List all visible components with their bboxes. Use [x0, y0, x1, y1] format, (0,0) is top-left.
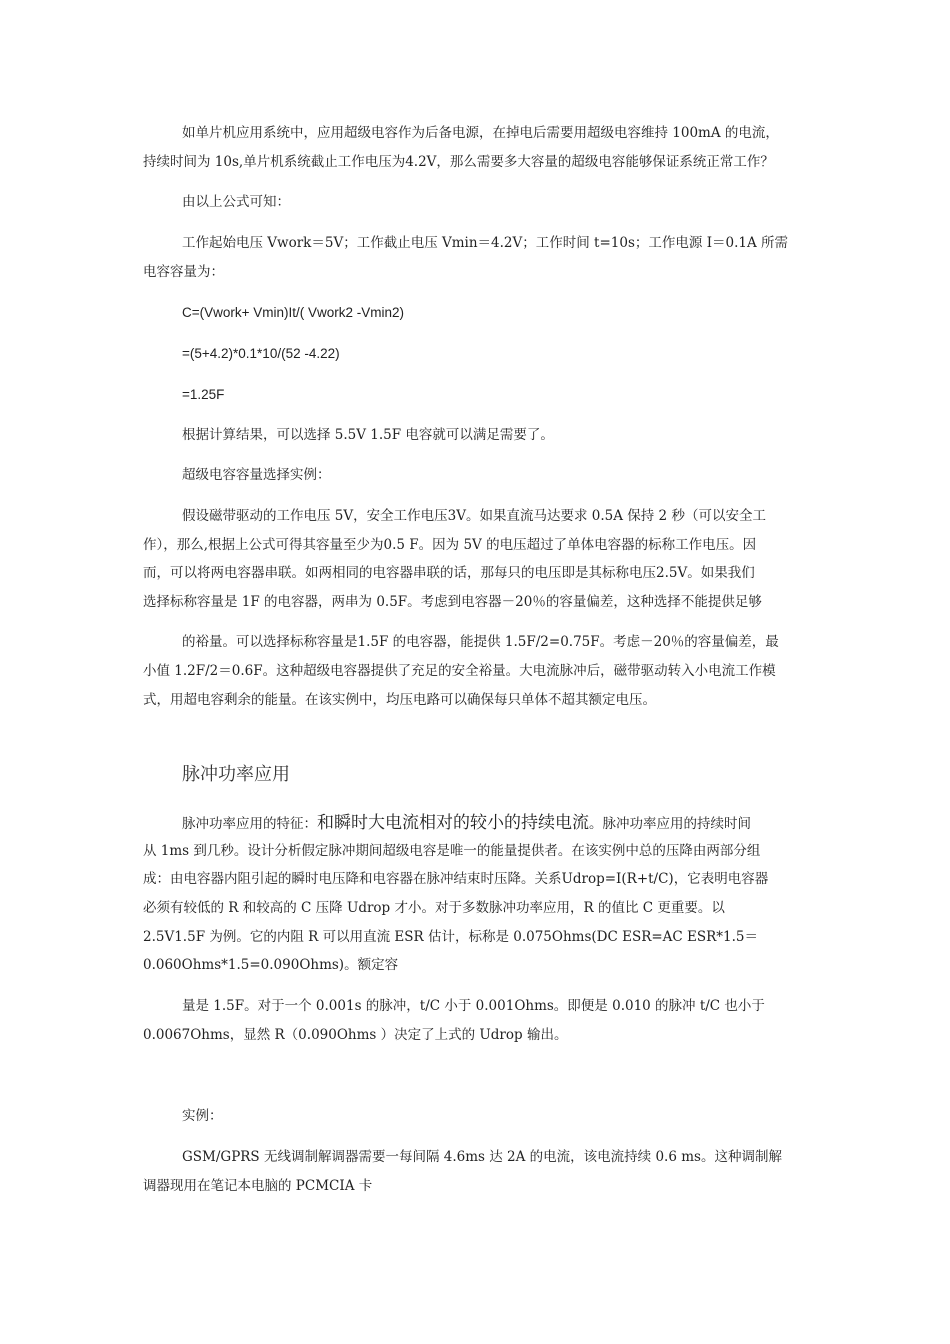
para8-line5: 2.5V1.5F 为例。它的内阻 R 可以用直流 ESR 估计，标称是 0.075Ohms(DC ESR=AC ESR*1.5＝	[143, 929, 759, 945]
para7-line3: 式，用超电容剩余的能量。在该实例中，均压电路可以确保每只单体不超其额定电压。	[143, 692, 656, 708]
section-heading: 脉冲功率应用	[182, 764, 290, 785]
para1-line1: 如单片机应用系统中，应用超级电容作为后备电源，在掉电后需要用超级电容维持 100mA 的电流，	[182, 125, 779, 141]
para8-line1-a: 脉冲功率应用的特征：	[182, 816, 317, 832]
para6-line3: 而，可以将两电容器串联。如两相同的电容器串联的话，那每只的电压即是其标称电压2.5V。如果我们	[143, 565, 755, 581]
para1-line2: 持续时间为 10s,单片机系统截止工作电压为4.2V，那么需要多大容量的超级电容能够保证系统正常工作？	[143, 154, 774, 170]
para4: 根据计算结果，可以选择 5.5V 1.5F 电容就可以满足需要了。	[182, 427, 554, 443]
formula-line3: =1.25F	[182, 387, 225, 402]
para6-line1: 假设磁带驱动的工作电压 5V，安全工作电压3V。如果直流马达要求 0.5A 保持 2 秒（可以安全工	[182, 508, 766, 524]
para10: 实例：	[182, 1108, 223, 1124]
para11-line2: 调器现用在笔记本电脑的 PCMCIA 卡	[143, 1178, 373, 1194]
para3-line2: 电容容量为：	[143, 264, 224, 280]
para9-line1: 量是 1.5F。对于一个 0.001s 的脉冲，t/C 小于 0.001Ohms。即便是 0.010 的脉冲 t/C 也小于	[182, 998, 765, 1014]
para8-line2: 从 1ms 到几秒。设计分析假定脉冲期间超级电容是唯一的能量提供者。在该实例中总的压降由两部分组	[143, 843, 761, 859]
formula-line1: C=(Vwork+ Vmin)It/( Vwork2 -Vmin2)	[182, 305, 405, 320]
para6-line2: 作），那么,根据上公式可得其容量至少为0.5 F。因为 5V 的电压超过了单体电容器的标称工作电压。因	[143, 537, 757, 553]
para6-line4: 选择标称容量是 1F 的电容器，两串为 0.5F。考虑到电容器－20％的容量偏差，这种选择不能提供足够	[143, 594, 762, 610]
para7-line1: 的裕量。可以选择标称容量是1.5F 的电容器，能提供 1.5F/2=0.75F。考虑－20％的容量偏差，最	[182, 634, 779, 650]
para9-line2: 0.0067Ohms，显然 R（0.090Ohms ）决定了上式的 Udrop 输出。	[143, 1027, 568, 1043]
para8-line3: 成：由电容器内阻引起的瞬时电压降和电容器在脉冲结束时压降。关系Udrop=I(R+t/C)，它表明电容器	[143, 871, 769, 887]
para8-line1	[182, 813, 751, 834]
para5: 超级电容容量选择实例：	[182, 467, 331, 483]
para8-line6: 0.060Ohms*1.5=0.090Ohms)。额定容	[143, 957, 399, 973]
para8-line1-c: 。脉冲功率应用的持续时间	[589, 816, 751, 832]
para2: 由以上公式可知：	[182, 194, 290, 210]
para11-line1: GSM/GPRS 无线调制解调器需要一每间隔 4.6ms 达 2A 的电流，该电流持续 0.6 ms。这种调制解	[182, 1149, 782, 1165]
para7-line2: 小值 1.2F/2＝0.6F。这种超级电容器提供了充足的安全裕量。大电流脉冲后，磁带驱动转入小电流工作模	[143, 663, 776, 679]
para3-line1: 工作起始电压 Vwork＝5V；工作截止电压 Vmin＝4.2V；工作时间 t=10s；工作电源 I＝0.1A 所需	[182, 235, 789, 251]
para8-line4: 必须有较低的 R 和较高的 C 压降 Udrop 才小。对于多数脉冲功率应用，R 的值比 C 更重要。以	[143, 900, 725, 916]
formula-line2: =(5+4.2)*0.1*10/(52 -4.22)	[182, 346, 340, 361]
para8-line1-emphasis: 和瞬时大电流相对的较小的持续电流	[317, 813, 589, 833]
